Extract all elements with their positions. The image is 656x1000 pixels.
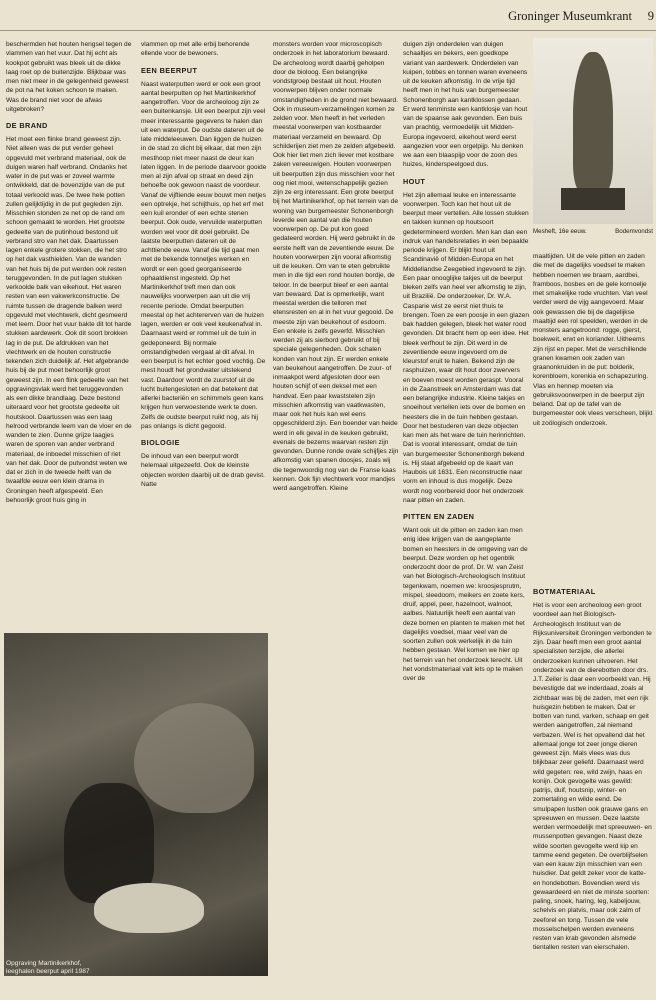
caption-line-2: leeghalen beerput april 1987 — [6, 968, 90, 975]
col2-body2: De inhoud van een beerput wordt helemaal uitgezeefd. Ook de kleinste objecten worden daarbij uit de drab gevist. Natte — [141, 453, 265, 488]
col2-body: Naast waterputten werd er ook een groot aantal beerputten op het Martinikerkhof aangetroffen. Voor de archeoloog zijn ze een buitenkansje. Uit een beerput zijn veel meer interessante gegevens te halen dan uit een waterput. De oudste dateren uit de late middeleeuwen. Dan liggen de huizen in de stad zo dicht bij elkaar, dat men zijn mesthoop niet meer naast de deur kan laten liggen. In de periode daarvoor gooide men al zijn afval op straat en deed zijn behoefte ook gewoon naast de voordeur. Vanaf de vijftiende eeuw bouwt men netjes een optrekje, het schijthuis, op het erf met een kuil eronder of een echte stenen beerput. Ook oude, vervuilde waterputten worden wel voor dit doel gebruikt. De laatste beerputten dateren uit de achttiende eeuw. Vanaf die tijd gaat men met de bekende tonnetjes werken en wordt er een goed georganiseerde ophaaldienst ingesteld. Op het Martinikerkhof treft men dan ook nauwelijks voorwerpen aan uit die vrij recente periode. Omdat beerputten meestal op het achtererven van de huizen lagen, werden er ook veel keukenafval in. Daarnaast werd er rommel uit de tuin in gedeponeerd. Bij normale omstandigheden vergaat al dit afval. In een beerput is het echter goed vochtig. De mest houdt het grondwater uitstekend vast. Daardoor wordt de zuurstof uit de lucht buitengesloten en dat betekent dat allerlei bacteriën en schimmels geen kans krijgen hun verwoestende werk te doen. Zelfs de oudste beerput ruikt nog, als hij pas onlangs is dicht gegooid. — [141, 80, 267, 430]
col4-body2: Want ook uit de pitten en zaden kan men enig idee krijgen van de aangeplante bomen en heesters in de omgeving van de beerput. Deze worden op het ogenblik onderzocht door de prof. Dr. W. van Zeist van het Biologisch-Archeologisch Instituut tegenkwam, noemen we: kroosjesprutm, mispel, sleedoorn, meikers en zoete kers, druif, appel, peer, hazelnoot, walnoot, aalbes. Natuurlijk heeft een aantal van deze bomen en planten te maken met het dagelijks voedsel, maar veel van de soorten zullen ook werkelijk in de tuin hebben gestaan. Wel komen we hier op het terrein van het onderzoek terecht. Uit het vondstmateriaal valt iets op te maken over de — [403, 527, 528, 682]
column-5-lower — [533, 580, 653, 995]
knife-handle-caption — [533, 228, 653, 236]
heading-biologie: BIOLOGIE — [141, 438, 180, 447]
column-1 — [6, 40, 132, 630]
knife-handle-photo — [533, 38, 653, 224]
excavation-photo — [4, 633, 268, 976]
caption-line-1: Opgraving Martinikerkhof, — [6, 960, 82, 967]
tub — [94, 883, 204, 933]
excavation-caption — [6, 960, 90, 976]
heading-pitten-en-zaden: PITTEN EN ZADEN — [403, 512, 475, 521]
statuette-base — [561, 188, 625, 210]
col4-body: Het zijn allemaal leuke en interessante voorwerpen. Toch kan het hout uit de beerput meer vertellen. Alle lossen stukken en takken kunnen op houtsoort gedetermineerd worden. Men kan dan een indruk van handelsrelaties in een bepaalde periode krijgen. Er blijkt hout uit Scandinavië of Midden-Europa en het Middellandse Zeegebied ingevoerd te zijn. Een paar onooglijke takjes uit de beerput bleken zelfs van heel ver afkomstig te zijn, uit Brazilië. De onderzoeker, Dr. W.A. Casparie wist ze eerst niet thuis te brengen. Toen ze een poosje in een glazen bak hadden gelegen, bleek het water rood gevonden. Dit bracht hem op een idee. Het bleek verfhout te zijn. Dit werd in de zeventiende eeuw ingevoerd om de kleurstof eruit te halen. Bekend zijn de rasphuizen, waar dit hout door zwervers en boeven moest worden geraspt. Vooral in de Zaanstreek en Amsterdam was dat een belangrijke industrie. Kleine takjes en snoeihout vertellen iets over de bomen en heesters die in de tuin hebben gestaan. Door het bestuderen van deze objecten kan men als het ware de tuin herinrichten. Dat is vooral interessant, omdat de tuin van burgemeester Schonenborgh bekend is. Hij staat afgebeeld op de kaart van Haubois uit 1631. Een reconstructie naar vorm en inhoud is dus mogelijk. Deze wordt nog voorbereid door het onderzoek naar pitten en zaden. — [403, 191, 529, 504]
heading-de-brand: DE BRAND — [6, 121, 48, 130]
heading-botmateriaal: BOTMATERIAAL — [533, 587, 596, 596]
soil-mound — [134, 703, 254, 813]
col1-intro: beschermden het houten hengsel tegen de vlammen van het vuur. Dat hij echt als kookpot gebruikt was bleek uit de dikke laag roet op de buitenzijde. Blijkbaar was men niet meer in de gelegenheid geweest de pot na het koken schoon te maken. Was de brand niet voor de afwas uitgebroken? — [6, 41, 132, 113]
col5b-body: Het is voor een archeoloog een groot voordeel aan het Biologisch-Archeologisch Instituut van de Rijksuniversiteit Groningen verbonden te zijn. Daar heeft men een groot aantal specialisten terzijde, die allerlei onderzoeken kunnen uitvoeren. Het onderzoek van de dierebotten door drs. J.T. Zeiler is daar een voorbeeld van. Hij bevestigde dat we inderdaad, zoals al zichtbaar was bij de zaden, met een rijk huisgezin hebben te maken. Dat er botten van rund, varken, schaap en geit werden aangetroffen, zal niemand verbazen. Wel is het opvallend dat het allemaal jonge tot zeer jonge dieren geweest zijn. Mals vlees was dus blijkbaar zeer geliefd. Daarnaast werd wild gegeten: ree, wild zwijn, haas en konijn. Ook gevogelte was gewild: patrijs, duif, houtsnip, winter- en zomertaling en wilde eend. De smulpapen lustten ook grauwe gans en spreeuwen en mussen. Deze laatste werden vermoedelijk met spreeuwen- en mussenpotten gevangen. Naast deze wilde soorten gevogelte werd kip en tamme eend gegeten. De overblijfselen van een kauw zijn misschien van een huisdier. Dat geldt zeker voor de katte- en hondebotten. Bovendien werd vis gewaardeerd en niet de minste soorten: paling, snoek, haring, leg, kabeljouw, schelvis en platvis, maar ook zalm of zeeforel en tong. Tussen de vele mosselschelpen werden eveneens resten van krab gevonden alsmede tientallen resten van eierschalen. — [533, 602, 652, 952]
page-header — [0, 0, 656, 31]
col3-body: monsters worden voor microscopisch onderzoek in het laboratorium bewaard. De archeoloog wordt daarbij geholpen door de bioloog. Een belangrijke vondstgroep bestaat uit hout. Houten voorwerpen blijven onder normale omstandigheden in de grond niet bewaard. Ook in museum-verzamelingen komen ze zelden voor. Men heeft in het verleden meestal voorwerpen van kostbaarder materiaal verzameld en bewaard. Op schilderijen ziet men ze zelden afgebeeld. Ook hier liet men zich liever met kostbare zaken vereeuwigen. Houten voorwerpen uit beerputten zijn dus misschien voor het oog niet mooi, wetenschappelijk gezien zijn ze erg interessant. Een grote beerput bij het Martinikerkhof, op het terrein van de woning van burgemeester Schonenborgh leverde een aantal van die houten voorwerpen op. De put kon goed gedateerd worden. Hij werd gebruikt in de eerste helft van de zeventiende eeuw. De houten voorwerpen zijn vooral afkomstig uit de keuken. Om van te eten gebruikte men in die tijd een rond houten bordje, de teloor. In de beerput bleef er een aantal van bewaard. Dat is opmerkelijk, want meestal werden die telloren met etensresten en al in het vuur gegooid. De meeste zijn van beukehout of esdoorn. Een enkele is zelfs geverfd. Misschien werden zij als sierbord gebruikt of bij speciale gelegenheden. Ook schalen konden van hout zijn. Er werden enkele van beukehout aangetroffen. De zuur- of inmaakpot werd afgesloten door een houten schijf of een deksel met een handvat. Een paar kwaststelen zijn misschien afkomstig van vaatkwasten, maar ook het huis kan wel eens opgeschilderd zijn. Een boender van heide werd in elk geval in de keuken gebruikt, evenals de bezems waarvan resten zijn gevonden. Dunne ronde ovale schijfjes zijn afkomstig van spanen doosjes, zoals wij die tegenwoordig nog van de Franse kaas kennen. Ook fijn vlechtwerk voor mandjes werd aangetroffen. Kleine — [273, 41, 399, 492]
col1-body: Het moet een flinke brand geweest zijn. Niet alleen was de put verder geheel opgevuld met verbrand materiaal, ook de duigen waren half verbrand. Ondanks het water in de put was er zoveel warmte ontwikkeld, dat de bovenzijde van de put totaal verkoold was. De twee hele potten zullen gelijktijdig in de put gegleden zijn. Misschien stonden ze net op de rand om schoon gemaakt te worden. Het grootste gedeelte van de putinhoud bestond uit verbrand stro van het dak. Daartussen lagen enkele grotere stokken, die het stro op het dak vasthielden. Van de wanden van het huis bij de put werden ook resten teruggevonden. In de put lagen stukken verkoolde balk van eikehout. Het waren resten van een vakwerkconstructie. De ruimte tussen de dragende balken werd opgevuld met vlechtwerk, dicht gesmeerd met leem. Door het vuur bakte dit tot harde stukken aardewerk. Ook dit soort brokken lag in de put. De afdrukken van het vlechtwerk en de houten constructie tekenden zich duidelijk af. Het afgebrande huis bij de put moet behoorlijk groot geweest zijn. In een flink gedeelte van het opgravingsvlak werd het teruggevonden als een dikke brandlaag. Deze bestond uiteraard voor het grootste gedeelte uit houtskool. Daartussen was een laag helrood verbrande leem van de vloer en de wanden te zien. Dunne grijze laagjes waren de sporen van ander verbrand materiaal, de inboedel misschien of riet van het dak. Door de putvondst weten we dat er zich in de tweede helft van de twaalfde eeuw een klein drama in Groningen heeft afgespeeld. Een behoorlijk groot huis ging in — [6, 136, 132, 504]
column-2 — [141, 40, 267, 630]
masthead: Groninger Museumkrant — [508, 9, 632, 23]
heading-hout: HOUT — [403, 176, 426, 186]
col5a-body: maaltijden. Uit de vele pitten en zaden die met de dagelijks voedsel te maken hebben noemen we braam, aardbei, framboos, bosbes en de gele kornoelje met smakelijke rode vruchten. Van veel verder werd de vijg aangevoerd. Maar ook gewassen die bij de dagelijkse maaltijd een rol speelden, werden in de monsters aangetroond: rogge, gierst, boekweit, erwt en koriander. Uitheems zijn rijst en peper. Met de verschillende granen kwamen ook zaden van graanonkruiden in de put: bolderik, korenbloem, korenkia en schapezuring. Vlas en hennep moeten via gebruiksvoorwerpen in de beerput zijn beland. Dat op de tafel van de burgemeester ook vlees verscheen, blijkt uit zoölogisch onderzoek. — [533, 253, 653, 427]
column-4 — [403, 40, 529, 1000]
column-3 — [273, 40, 399, 766]
col2-intro: vlammen op met alle erbij behorende ellende voor de bewoners. — [141, 41, 250, 58]
page-number: 9 — [647, 9, 654, 23]
heading-een-beerput: EEN BEERPUT — [141, 65, 198, 75]
caption-right: Bodemvondst — [615, 228, 653, 235]
caption-left: Mesheft, 16e eeuw. — [533, 228, 587, 235]
statuette-figure — [573, 52, 613, 192]
col4-intro: duigen zijn onderdelen van duigen schaaltjes en bekers, een goedkope variant van aardewerk. Onderdelen van kuipen, tobbes en tonnen waren eveneens uit de keuken afkomstig. In de vrije tijd heeft men in het huis van burgemeester Schonenborgh aan kantklossen gedaan. Er werd tenminste een kantklosje van hout van de spaanse aak gevonden. Een buis van prachtig, vermoedelijk uit Midden-Europa ingevoerd, eikehout werd eerst aangezien voor een orgelpijp. Nu denken we aan een blaaspijp voor de zoon des huizes, kinderspeelgoed dus. — [403, 41, 528, 169]
column-5-upper — [533, 252, 653, 582]
